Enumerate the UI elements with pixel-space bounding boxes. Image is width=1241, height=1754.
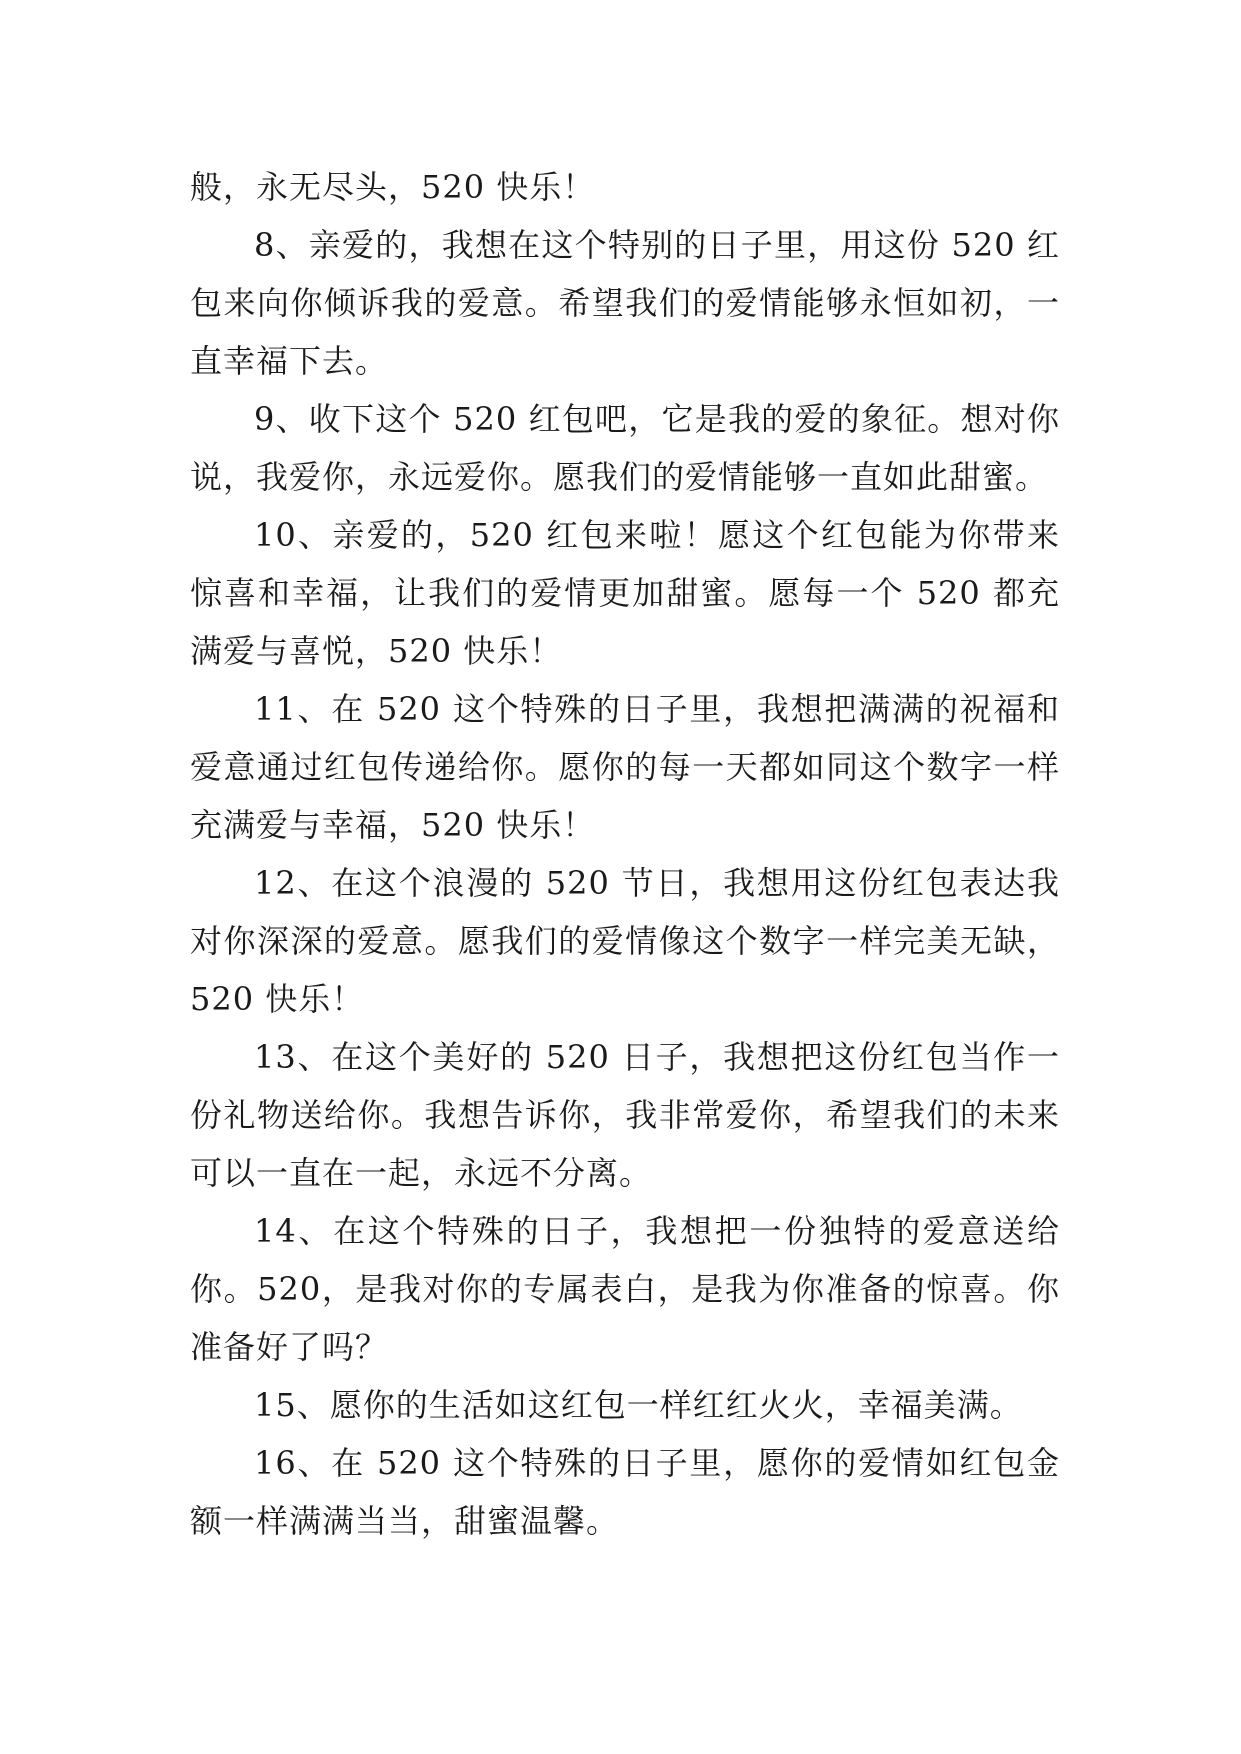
- paragraph-9: 9、收下这个 520 红包吧，它是我的爱的象征。想对你说，我爱你，永远爱你。愿我们的爱情能够一直如此甜蜜。: [190, 400, 1060, 496]
- paragraph-8: 8、亲爱的，我想在这个特别的日子里，用这份 520 红包来向你倾诉我的爱意。希望我们的爱情能够永恒如初，一直幸福下去。: [190, 226, 1060, 380]
- paragraph-14: 14、在这个特殊的日子，我想把一份独特的爱意送给你。520，是我对你的专属表白，是我为你准备的惊喜。你准备好了吗？: [190, 1212, 1060, 1366]
- paragraph-continuation: 般，永无尽头，520 快乐！: [190, 168, 596, 206]
- paragraph-16: 16、在 520 这个特殊的日子里，愿你的爱情如红包金额一样满满当当，甜蜜温馨。: [190, 1444, 1060, 1540]
- paragraph-11: 11、在 520 这个特殊的日子里，我想把满满的祝福和爱意通过红包传递给你。愿你的每一天都如同这个数字一样充满爱与幸福，520 快乐！: [190, 690, 1060, 844]
- paragraph-12: 12、在这个浪漫的 520 节日，我想用这份红包表达我对你深深的爱意。愿我们的爱情像这个数字一样完美无缺，520 快乐！: [190, 864, 1060, 1018]
- paragraph-10: 10、亲爱的，520 红包来啦！愿这个红包能为你带来惊喜和幸福，让我们的爱情更加甜蜜。愿每一个 520 都充满爱与喜悦，520 快乐！: [190, 516, 1060, 670]
- paragraph-13: 13、在这个美好的 520 日子，我想把这份红包当作一份礼物送给你。我想告诉你，我非常爱你，希望我们的未来可以一直在一起，永远不分离。: [190, 1038, 1060, 1192]
- document-body: [190, 158, 1060, 1550]
- paragraph-15: 15、愿你的生活如这红包一样红红火火，幸福美满。: [254, 1386, 1023, 1424]
